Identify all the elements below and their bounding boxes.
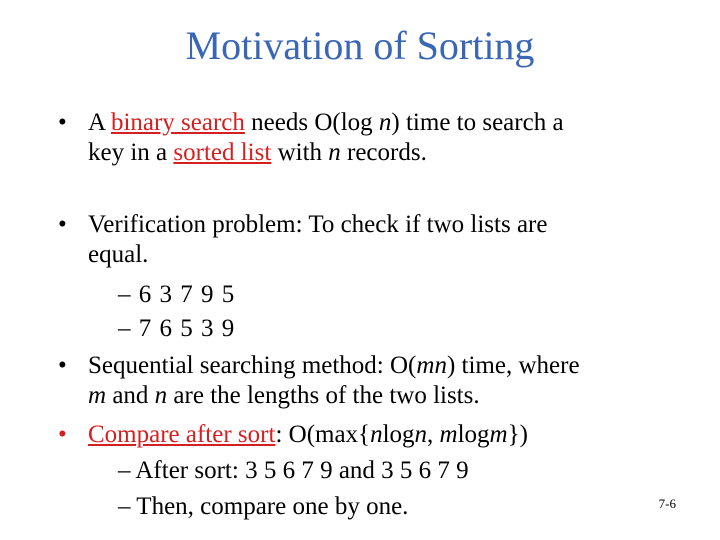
text: records. (340, 139, 427, 166)
bullet-1-line-1 (88, 108, 564, 138)
text: ) time, where (446, 352, 580, 379)
bullet-marker: • (58, 421, 67, 448)
bullet-2-line-1: Verification problem: To check if two lists are (88, 211, 548, 238)
text: n (378, 109, 392, 136)
text: , (427, 421, 440, 448)
text: log (457, 421, 490, 448)
compare-after-sort-link[interactable]: Compare after sort (88, 421, 276, 448)
sorted-list-link[interactable]: sorted list (173, 139, 272, 166)
text: A (88, 109, 111, 136)
text: n (328, 139, 341, 166)
text: needs O(log (244, 109, 379, 136)
text: n (414, 421, 428, 448)
list-one: – 6 3 7 9 5 (118, 281, 236, 308)
slide-title: Motivation of Sorting (185, 23, 535, 68)
text: Sequential searching method: O( (88, 352, 417, 379)
bullet-4-line-1 (88, 420, 528, 450)
bullet-3-line-1 (88, 351, 580, 381)
list-two: – 7 6 5 3 9 (118, 315, 236, 342)
bullet-2-line-2: equal. (88, 241, 149, 268)
bullet-marker: • (58, 352, 67, 379)
bullet-1-line-2 (88, 138, 427, 168)
text: log (382, 421, 415, 448)
text: key in a (88, 139, 174, 166)
text: n (370, 421, 383, 448)
bullet-marker: • (58, 211, 67, 238)
bullet-3-line-2 (88, 381, 480, 411)
text: m (489, 421, 508, 448)
text: mn (416, 352, 447, 379)
after-sort-line: – After sort: 3 5 6 7 9 and 3 5 6 7 9 (118, 457, 469, 484)
text: m (439, 421, 458, 448)
binary-search-link[interactable]: binary search (110, 109, 245, 136)
text: m (88, 382, 107, 409)
bullet-marker: • (58, 109, 67, 136)
compare-line: – Then, compare one by one. (118, 493, 409, 520)
text: }) (507, 421, 528, 448)
text: n (154, 382, 168, 409)
text: ) time to search a (391, 109, 564, 136)
text: with (271, 139, 329, 166)
page-number: 7-6 (658, 496, 676, 511)
text: are the lengths of the two lists. (167, 382, 480, 409)
text: : O(max{ (275, 421, 371, 448)
text: and (106, 382, 155, 409)
